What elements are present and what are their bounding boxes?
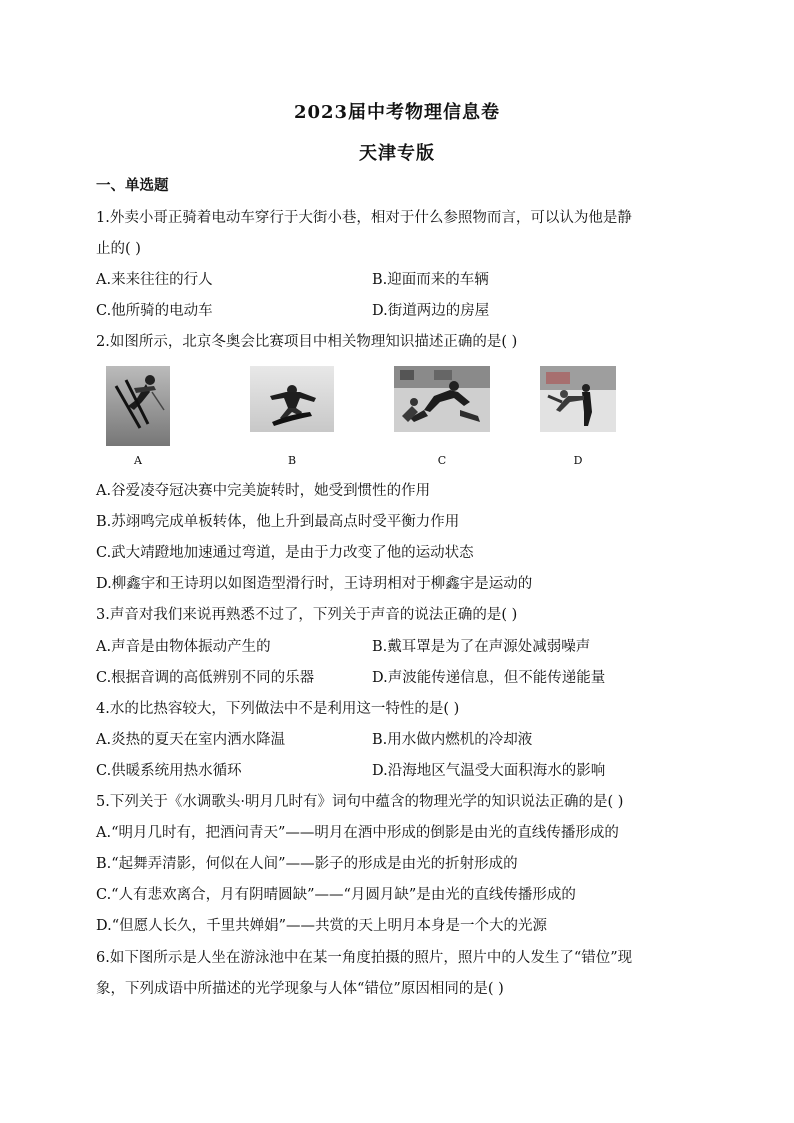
- snowboard-photo-icon: [250, 366, 334, 467]
- figure-label-b: B: [287, 454, 297, 467]
- q1-option-d: D.街道两边的房屋: [372, 303, 490, 319]
- q2-option-c: C.武大靖蹬地加速通过弯道，是由于力改变了他的运动状态: [96, 545, 474, 561]
- q2-stem: 2.如图所示，北京冬奥会比赛项目中相关物理知识描述正确的是( ): [96, 334, 518, 350]
- q4-stem: 4.水的比热容较大，下列做法中不是利用这一特性的是( ): [96, 701, 460, 717]
- exam-subtitle: 天津专版: [359, 143, 435, 164]
- q6-stem-line1: 6.如下图所示是人坐在游泳池中在某一角度拍摄的照片，照片中的人发生了“错位”现: [96, 950, 633, 966]
- q2-option-a: A.谷爱凌夺冠决赛中完美旋转时，她受到惯性的作用: [96, 483, 431, 499]
- exam-title: 2023届中考物理信息卷: [293, 102, 501, 123]
- q3-option-c: C.根据音调的高低辨别不同的乐器: [96, 670, 315, 686]
- q4-option-d: D.沿海地区气温受大面积海水的影响: [372, 763, 606, 779]
- q3-option-b: B.戴耳罩是为了在声源处减弱噪声: [372, 639, 591, 655]
- q5-option-b: B.“起舞弄清影，何似在人间”——影子的形成是由光的折射形成的: [96, 856, 518, 872]
- q4-option-c: C.供暖系统用热水循环: [96, 763, 242, 779]
- q5-option-c: C.“人有悲欢离合，月有阴晴圆缺”——“月圆月缺”是由光的直线传播形成的: [96, 887, 576, 903]
- figure-label-c: C: [437, 454, 447, 467]
- q1-stem-line1: 1.外卖小哥正骑着电动车穿行于大街小巷，相对于什么参照物而言，可以认为他是静: [96, 210, 632, 226]
- q3-option-d: D.声波能传递信息，但不能传递能量: [372, 670, 606, 686]
- q3-option-a: A.声音是由物体振动产生的: [96, 639, 271, 655]
- q2-option-d: D.柳鑫宇和王诗玥以如图造型滑行时，王诗玥相对于柳鑫宇是运动的: [96, 576, 533, 592]
- figure-label-d: D: [573, 454, 583, 467]
- pair-skating-photo-icon: [540, 366, 616, 467]
- q1-option-a: A.来来往往的行人: [96, 272, 213, 288]
- q1-stem-line2: 止的( ): [96, 241, 141, 257]
- figure-label-a: A: [134, 454, 142, 467]
- q5-option-a: A.“明月几时有，把酒问青天”——明月在酒中形成的倒影是由光的直线传播形成的: [96, 825, 619, 841]
- q4-option-b: B.用水做内燃机的冷却液: [372, 732, 533, 748]
- section-heading: 一、单选题: [96, 177, 169, 194]
- freestyle-ski-photo-icon: [106, 366, 170, 467]
- q2-option-b: B.苏翊鸣完成单板转体，他上升到最高点时受平衡力作用: [96, 514, 460, 530]
- q1-option-b: B.迎面而来的车辆: [372, 272, 489, 288]
- q5-stem: 5.下列关于《水调歌头·明月几时有》词句中蕴含的物理光学的知识说法正确的是( ): [96, 794, 624, 810]
- q5-option-d: D.“但愿人长久，千里共婵娟”——共赏的天上明月本身是一个大的光源: [96, 918, 548, 934]
- q6-stem-line2: 象，下列成语中所描述的光学现象与人体“错位”原因相同的是( ): [96, 981, 504, 997]
- q1-option-c: C.他所骑的电动车: [96, 303, 213, 319]
- q3-stem: 3.声音对我们来说再熟悉不过了，下列关于声音的说法正确的是( ): [96, 607, 518, 623]
- q2-figures: [96, 366, 616, 466]
- speed-skating-photo-icon: [394, 366, 490, 467]
- q4-option-a: A.炎热的夏天在室内洒水降温: [96, 732, 286, 748]
